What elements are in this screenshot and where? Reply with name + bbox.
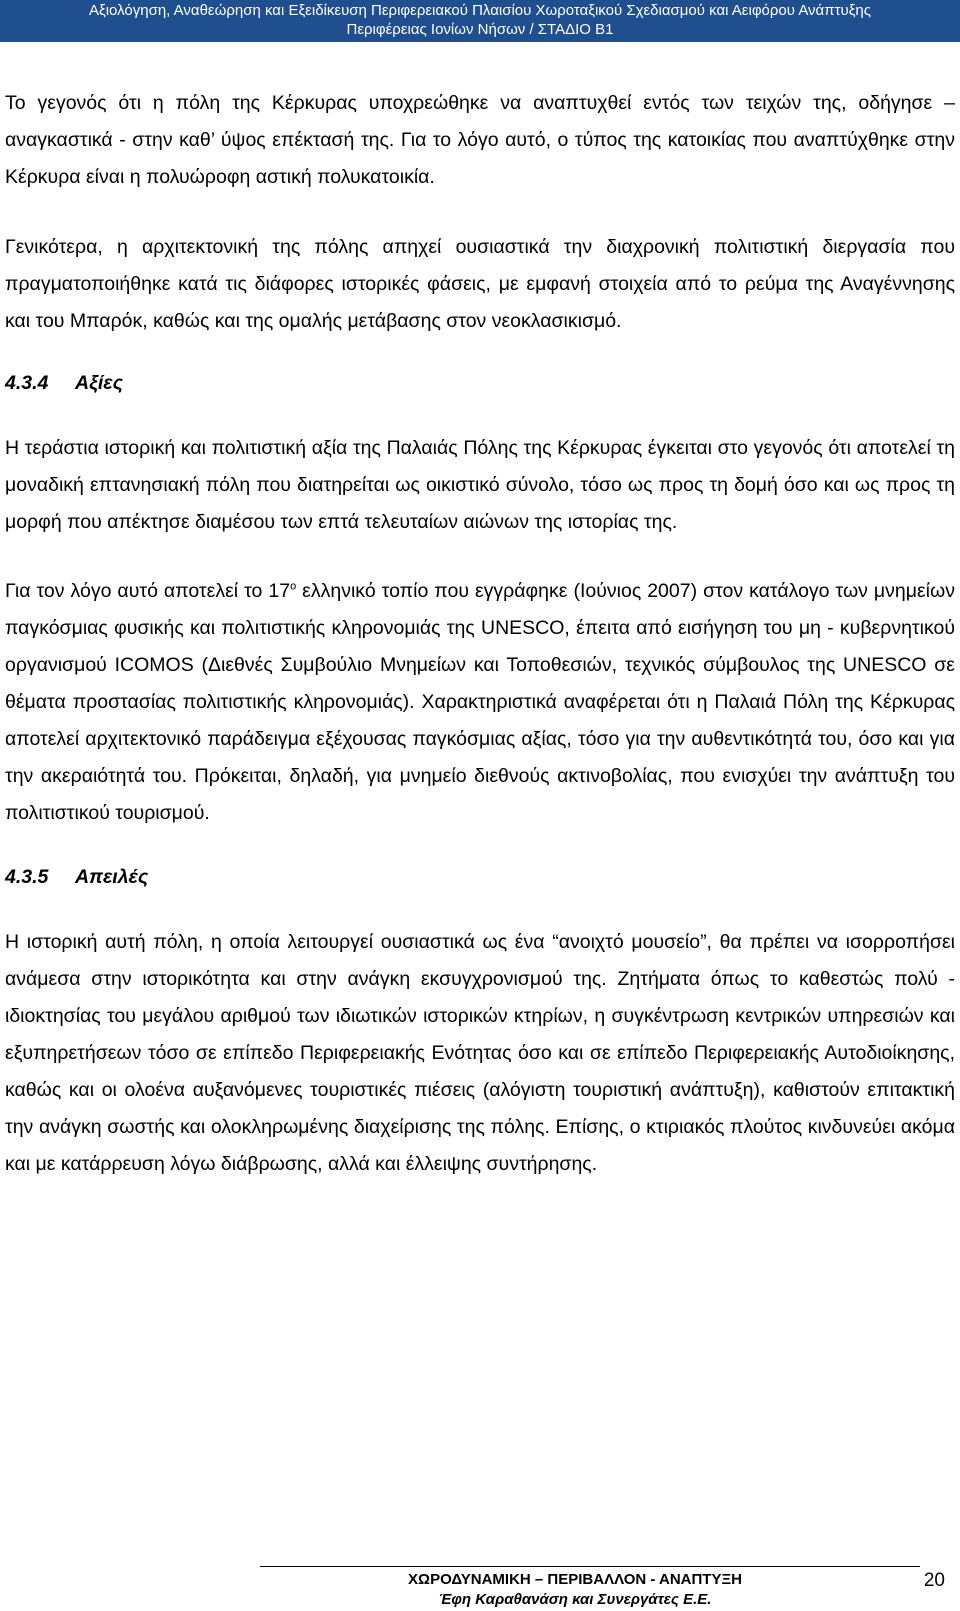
paragraph-1: Το γεγονός ότι η πόλη της Κέρκυρας υποχρεώθηκε να αναπτυχθεί εντός των τειχών της, οδήγησε – αναγκαστικά - στην καθ’ ύψος επέκτασή της. Για το λόγο αυτό, ο τύπος της κατοικίας που αναπτύχθηκε στην Κέρκυρα είναι η πολυώροφη αστική πολυκατοικία. <box>5 92 955 188</box>
section-title: Απειλές <box>75 866 149 888</box>
page-header <box>0 0 960 42</box>
section-heading-values <box>5 365 955 402</box>
page-footer <box>260 1570 890 1610</box>
document-body <box>5 85 955 1183</box>
section-heading-threats <box>5 859 955 896</box>
section-title: Αξίες <box>75 372 123 394</box>
section-number: 4.3.5 <box>5 866 49 888</box>
paragraph-4 <box>5 573 955 832</box>
header-title-line1: Αξιολόγηση, Αναθεώρηση και Εξειδίκευση Περιφερειακού Πλαισίου Χωροταξικού Σχεδιασμού και Αειφόρου Ανάπτυξης <box>89 2 871 19</box>
footer-company: ΧΩΡΟΔΥΝΑΜΙΚΗ – ΠΕΡΙΒΑΛΛΟΝ - ΑΝΑΠΤΥΞΗ <box>408 1571 742 1588</box>
footer-divider <box>260 1566 920 1567</box>
paragraph-4-start: Για τον λόγο αυτό αποτελεί το 17 <box>5 580 291 602</box>
page-number: 20 <box>923 1570 945 1591</box>
footer-author: Έφη Καραθανάση και Συνεργάτες Ε.Ε. <box>438 1591 712 1608</box>
paragraph-3: Η τεράστια ιστορική και πολιτιστική αξία της Παλαιάς Πόλης της Κέρκυρας έγκειται στο γεγονός ότι αποτελεί τη μοναδική επτανησιακή πόλη που διατηρείται ως οικιστικό σύνολο, τόσο ως προς τη δομή όσο και ως προς τη μορφή που απέκτησε διαμέσου των επτά τελευταίων αιώνων της ιστορίας της. <box>5 437 955 533</box>
ordinal-superscript: ο <box>290 580 297 593</box>
section-number: 4.3.4 <box>5 372 49 394</box>
paragraph-5: Η ιστορική αυτή πόλη, η οποία λειτουργεί ουσιαστικά ως ένα “ανοιχτό μουσείο”, θα πρέπει να ισορροπήσει ανάμεσα στην ιστορικότητα και στην ανάγκη εκσυγχρονισμού της. Ζητήματα όπως το καθεστώς πολύ - ιδιοκτησίας του μεγάλου αριθμού των ιδιωτικών ιστορικών κτηρίων, η συγκέντρωση κεντρικών υπηρεσιών και εξυπηρετήσεων τόσο σε επίπεδο Περιφερειακής Ενότητας όσο και σε επίπεδο Περιφερειακής Αυτοδιοίκησης, καθώς και οι ολοένα αυξανόμενες τουριστικές πιέσεις (αλόγιστη τουριστική ανάπτυξη), καθιστούν επιτακτική την ανάγκη σωστής και ολοκληρωμένης διαχείρισης της πόλης. Επίσης, ο κτιριακός πλούτος κινδυνεύει ακόμα και με κατάρρευση λόγω διάβρωσης, αλλά και έλλειψης συντήρησης. <box>5 931 955 1175</box>
header-title-line2: Περιφέρειας Ιονίων Νήσων / ΣΤΑΔΙΟ Β1 <box>346 21 614 38</box>
paragraph-4-rest: ελληνικό τοπίο που εγγράφηκε (Ιούνιος 2007) στον κατάλογο των μνημείων παγκόσμιας φυσικής και πολιτιστικής κληρονομιάς της UNESCO, έπειτα από εισήγηση του μη - κυβερνητικού οργανισμού ICOMOS (Διεθνές Συμβούλιο Μνημείων και Τοποθεσιών, τεχνικός σύμβουλος της UNESCO σε θέματα προστασίας πολιτιστικής κληρονομιάς). Χαρακτηριστικά αναφέρεται ότι η Παλαιά Πόλη της Κέρκυρας αποτελεί αρχιτεκτονικό παράδειγμα εξέχουσας παγκόσμιας αξίας, τόσο για την αυθεντικότητά του, όσο και για την ακεραιότητά του. Πρόκειται, δηλαδή, για μνημείο διεθνούς ακτινοβολίας, που ενισχύει την ανάπτυξη του πολιτιστικού τουρισμού. <box>5 580 955 824</box>
paragraph-2: Γενικότερα, η αρχιτεκτονική της πόλης απηχεί ουσιαστικά την διαχρονική πολιτιστική διεργασία που πραγματοποιήθηκε κατά τις διάφορες ιστορικές φάσεις, με εμφανή στοιχεία από το ρεύμα της Αναγέννησης και του Μπαρόκ, καθώς και της ομαλής μετάβασης στον νεοκλασικισμό. <box>5 236 955 332</box>
